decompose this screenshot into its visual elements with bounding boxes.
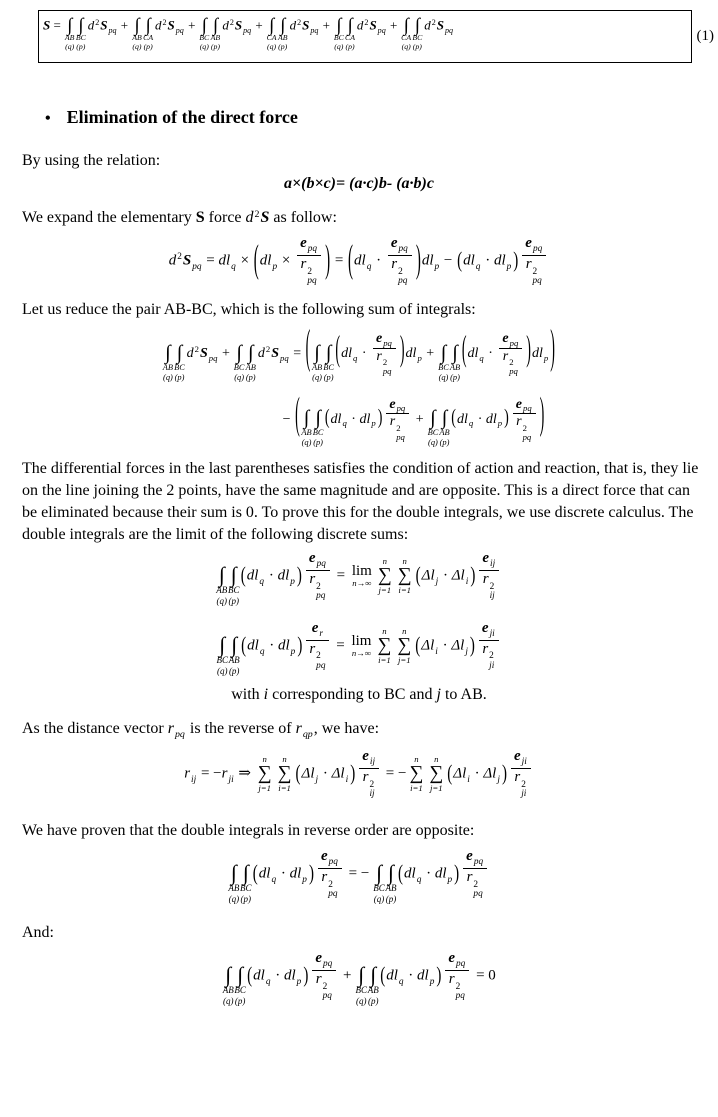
bullet-icon: • [45, 109, 51, 127]
equation-pair-sum-line2: − ( ∫ AB (q) ∫ BC (p) ($dl_q \cdot dl_p$ ) $e_{pq}$ r 2 pq + ∫ BC (q) ∫ AB (p) ($dl_q \cdot dl_p$ ) $e_{pq}$ r 2 pq ) [282, 392, 545, 447]
equation-caption: with i corresponding to BC and j to AB. [231, 685, 487, 703]
paragraph-relation-intro: By using the relation: [22, 151, 161, 169]
equation-reverse-order: ∫ AB (q) ∫ BC (p) ($dl_q \cdot dl_p$ ) $e_{pq}$ r 2 pq = − ∫ BC (q) ∫ AB (p) ($dl_q \cdot dl_p$ ) $e_{pq}$ r 2 pq [0, 848, 718, 900]
paragraph-reduce-pair: Let us reduce the pair AB-BC, which is the following sum of integrals: [22, 301, 476, 319]
paragraph-and: And: [22, 924, 54, 942]
equation-discrete-sum-1: ∫ AB (q) ∫ BC (p) ($dl_q \cdot dl_p$ ) $e_{pq}$ r 2 pq = lim n→∞ n ∑ j=1 n ∑ i=1 ($\Delta l_j \cdot \Delta l_i$ ) $e_{ij}$ r 2 ij [0, 550, 718, 602]
equation-rij-reverse: $r_{ij} = -r_{ji}$ ⇒ n ∑ j=1 n ∑ i=1 ($\Delta l_j \cdot \Delta l_i$ ) $e_{ij}$ r 2 ij = − n ∑ i=1 n ∑ j=1 ($\Delta l_i \cdot \Delta l_j$ ) $e_{ji}$ r 2 ji [0, 748, 718, 800]
section-heading [45, 107, 718, 128]
paragraph-expand-intro: We expand the elementary S force $d^2S$ as follow: [22, 208, 337, 227]
paragraph-action-reaction: The differential forces in the last parentheses satisfies the condition of action and reaction, that is, they lie on the line joining the 2 points, have the same magnitude and are opposite. This is a direct force that can be eliminated because their sum is 0. To prove this for the double integrals, we use discrete calculus. The double integrals are the limit of the following discrete sums: [22, 459, 699, 544]
equation-1-row [38, 10, 714, 63]
section-heading-text: Elimination of the direct force [66, 106, 298, 127]
equation-discrete-sum-2: ∫ BC (q) ∫ AB (p) ($dl_q \cdot dl_p$ ) $e_r$ r 2 pq = lim n→∞ n ∑ i=1 n ∑ j=1 ($\Delta l_i \cdot \Delta l_j$ ) $e_{ji}$ r 2 ji [0, 620, 718, 672]
paragraph-proven: We have proven that the double integrals in reverse order are opposite: [22, 822, 475, 840]
equation-1-number: (1) [696, 27, 714, 44]
paragraph-distance-vector: As the distance vector $r_{pq}$ is the reverse of $r_{qp}$, we have: [22, 719, 380, 741]
equation-expanded-force: $d^2S_{pq} = dl_q \times (dl_p$ × $e_{pq}$ r 2 pq ) = ($dl_q$ · $e_{pq}$ r 2 pq )$dl_p - (dl_q \cdot dl_p$ ) $e_{pq}$ r 2 pq [0, 235, 718, 287]
equation-sum-zero: ∫ AB (q) ∫ BC (p) ($dl_q \cdot dl_p$ ) $e_{pq}$ r 2 pq + ∫ BC (q) ∫ AB (p) ($dl_q \cdot dl_p$ ) $e_{pq}$ r 2 pq = 0 [222, 950, 496, 1006]
equation-vector-triple-product: a×(b×c)= (a·c)b- (a·b)c [284, 174, 434, 192]
equation-pair-sum-line1: ∫ AB (q) ∫ BC (p) $d^2S_{pq}$ + ∫ BC (q) ∫ AB (p) $d^2S_{pq}$ = ( ∫ AB (q) ∫ BC (p) ($dl_q$ · $e_{pq}$ r 2 pq )$dl_p$ + ∫ BC (q) ∫ AB (p) ($dl_q$ · $e_{pq}$ r 2 pq )$dl_p$ ) [162, 325, 555, 382]
equation-1-box: S = ∫ AB (q) ∫ BC (p) $d^2S_{pq}$ + ∫ AB (q) ∫ CA (p) $d^2S_{pq}$ + ∫ BC (q) ∫ AB (p) $d^2S_{pq}$ + ∫ CA (q) ∫ AB (p) $d^2S_{pq}$ + ∫ BC (q) ∫ CA (p) $d^2S_{pq}$ + ∫ CA (q) ∫ BC (p) $d^2S_{pq}$ [38, 10, 692, 63]
